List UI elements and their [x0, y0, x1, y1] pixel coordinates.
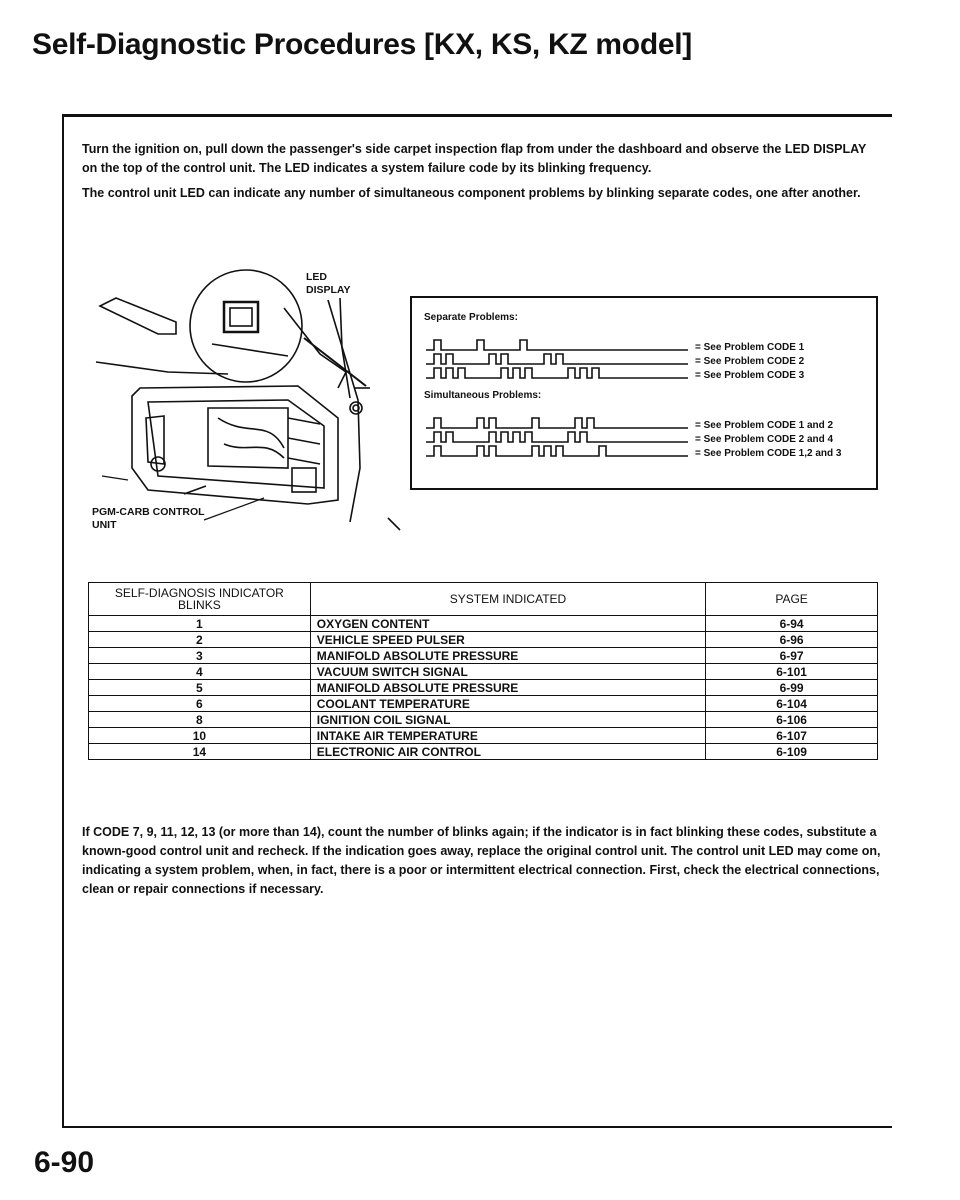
frame-bottom-rule [62, 1126, 892, 1128]
system-name: INTAKE AIR TEMPERATURE [310, 728, 705, 744]
table-row [89, 680, 878, 696]
blink-count: 6 [89, 696, 311, 712]
header-system-indicated: SYSTEM INDICATED [310, 583, 705, 616]
blink-pattern-box [410, 296, 878, 490]
system-name: ELECTRONIC AIR CONTROL [310, 744, 705, 760]
system-name: MANIFOLD ABSOLUTE PRESSURE [310, 648, 705, 664]
blink-count: 10 [89, 728, 311, 744]
blink-code-description: = See Problem CODE 1 [695, 342, 805, 353]
table-row [89, 648, 878, 664]
blink-waveform [426, 364, 688, 382]
blink-count: 1 [89, 616, 311, 632]
table-row [89, 728, 878, 744]
system-name: IGNITION COIL SIGNAL [310, 712, 705, 728]
page-ref: 6-101 [706, 664, 878, 680]
frame-left-rule [62, 114, 64, 1128]
page-ref: 6-99 [706, 680, 878, 696]
system-name: COOLANT TEMPERATURE [310, 696, 705, 712]
blink-code-description: = See Problem CODE 1 and 2 [695, 420, 834, 431]
page-ref: 6-106 [706, 712, 878, 728]
page-ref: 6-94 [706, 616, 878, 632]
blink-code-description: = See Problem CODE 2 and 4 [695, 434, 834, 445]
intro-paragraph-2: The control unit LED can indicate any number of simultaneous component problems by blinking separate codes, one after another. [82, 186, 861, 200]
blink-pulse-train [426, 354, 688, 364]
table-row [89, 696, 878, 712]
page-ref: 6-96 [706, 632, 878, 648]
blink-count: 8 [89, 712, 311, 728]
footer-note: If CODE 7, 9, 11, 12, 13 (or more than 14), count the number of blinks again; if the indicator is in fact blinking these codes, substitute a known-good control unit and recheck. If the indication goes away, replace the original control unit. The control unit LED may come on, indicating a system problem, when, in fact, there is a poor or intermittent electrical connection. First, check the electrical connections, clean or repair connections if necessary. [82, 825, 881, 896]
system-name: OXYGEN CONTENT [310, 616, 705, 632]
table-row [89, 744, 878, 760]
intro-text [82, 140, 882, 209]
simultaneous-problems-header: Simultaneous Problems: [424, 390, 542, 401]
frame-top-rule [62, 114, 892, 117]
page-number: 6-90 [34, 1146, 95, 1179]
blink-pulse-train [426, 446, 688, 456]
system-name: MANIFOLD ABSOLUTE PRESSURE [310, 680, 705, 696]
separate-problems-header: Separate Problems: [424, 312, 518, 323]
blink-pulse-train [426, 418, 688, 428]
page-title: Self-Diagnostic Procedures [KX, KS, KZ model] [32, 28, 692, 61]
system-name: VACUUM SWITCH SIGNAL [310, 664, 705, 680]
blink-code-description: = See Problem CODE 1,2 and 3 [695, 448, 842, 459]
blink-pulse-train [426, 368, 688, 378]
blink-code-description: = See Problem CODE 2 [695, 356, 805, 367]
page-ref: 6-107 [706, 728, 878, 744]
system-name: VEHICLE SPEED PULSER [310, 632, 705, 648]
header-page: PAGE [706, 583, 878, 616]
blink-count: 4 [89, 664, 311, 680]
header-indicator-blinks: SELF-DIAGNOSIS INDICATOR BLINKS [89, 583, 311, 616]
led-display-icon [224, 302, 258, 332]
page-ref: 6-109 [706, 744, 878, 760]
table-row [89, 616, 878, 632]
blink-count: 2 [89, 632, 311, 648]
page-ref: 6-104 [706, 696, 878, 712]
led-display-label: LED DISPLAY [306, 271, 351, 296]
table-row [89, 664, 878, 680]
blink-pulse-train [426, 340, 688, 350]
control-unit-label: PGM-CARB CONTROL UNIT [92, 506, 205, 531]
blink-pulse-train [426, 432, 688, 442]
blink-count: 14 [89, 744, 311, 760]
intro-paragraph-1: Turn the ignition on, pull down the passenger's side carpet inspection flap from under the dashboard and observe the LED DISPLAY on the top of the control unit. The LED indicates a system failure code by its blinking frequency. [82, 142, 867, 175]
table-row [89, 712, 878, 728]
blink-count: 5 [89, 680, 311, 696]
page-ref: 6-97 [706, 648, 878, 664]
blink-count: 3 [89, 648, 311, 664]
table-row [89, 632, 878, 648]
blink-code-description: = See Problem CODE 3 [695, 370, 805, 381]
blink-waveform [426, 442, 688, 460]
diagnosis-code-table [88, 582, 878, 760]
table-header-row [89, 583, 878, 616]
